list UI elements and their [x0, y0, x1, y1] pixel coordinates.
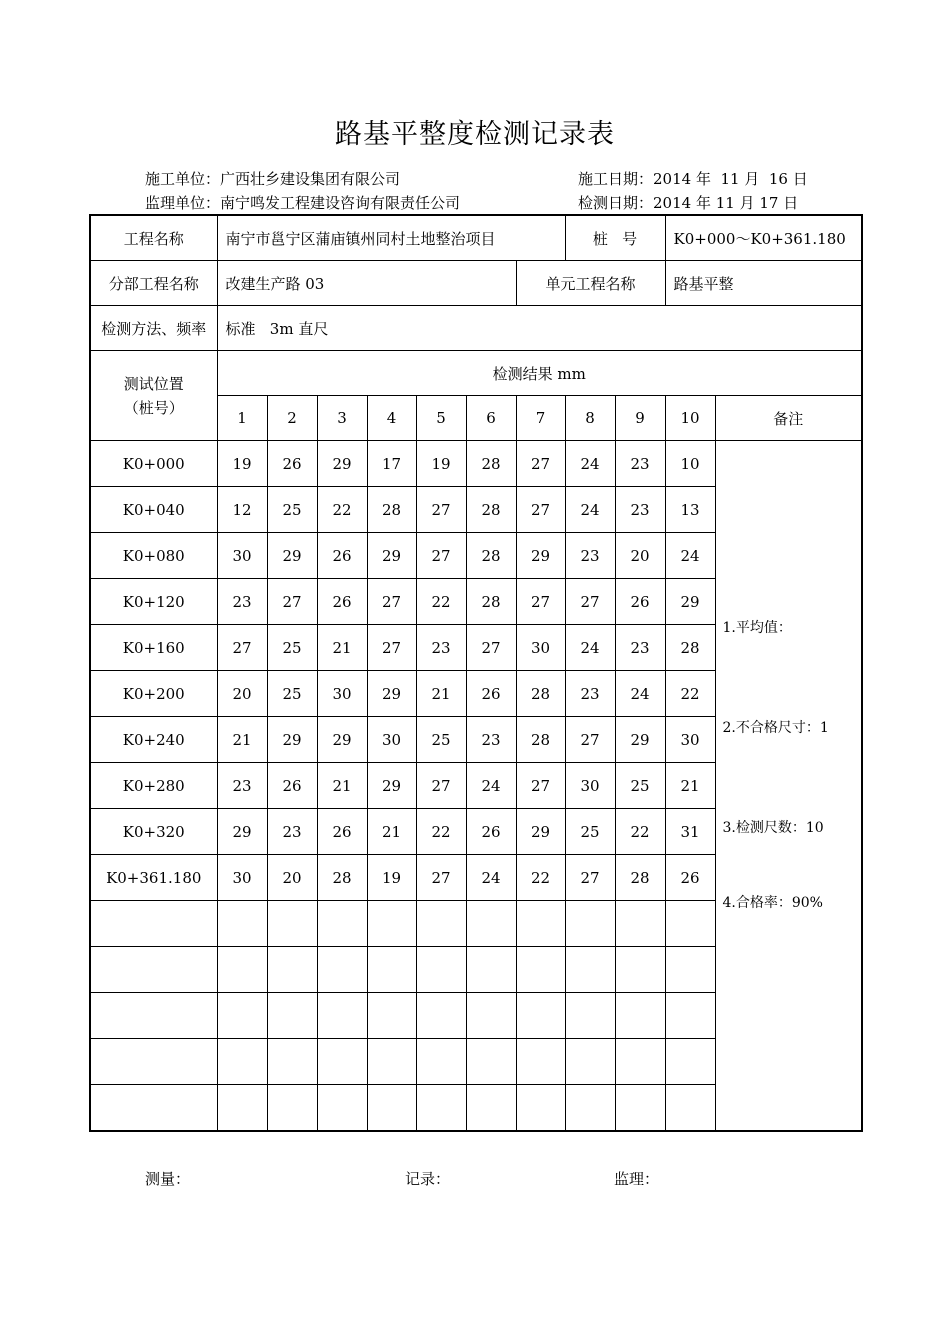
- value-cell: [466, 901, 516, 947]
- value-cell: [516, 993, 565, 1039]
- value-cell: 28: [516, 671, 565, 717]
- value-cell: 28: [466, 441, 516, 487]
- construction-date-line: [578, 168, 808, 189]
- value-cell: 23: [416, 625, 466, 671]
- value-cell: [565, 901, 615, 947]
- column-header: 6: [466, 396, 516, 441]
- station-label: 桩 号: [565, 215, 665, 261]
- value-cell: 27: [466, 625, 516, 671]
- value-cell: 26: [466, 809, 516, 855]
- value-cell: 29: [367, 533, 416, 579]
- value-cell: 21: [367, 809, 416, 855]
- station-cell: K0+000: [90, 441, 217, 487]
- value-cell: [267, 1039, 317, 1085]
- construction-date-label: 施工日期：: [578, 170, 654, 188]
- value-cell: [615, 901, 665, 947]
- supervise-sign: 监理：: [614, 1170, 660, 1188]
- column-header: 9: [615, 396, 665, 441]
- value-cell: 27: [217, 625, 267, 671]
- value-cell: 27: [416, 533, 466, 579]
- value-cell: [466, 947, 516, 993]
- value-cell: 27: [516, 487, 565, 533]
- value-cell: [665, 947, 715, 993]
- value-cell: 23: [565, 533, 615, 579]
- station-cell: K0+320: [90, 809, 217, 855]
- column-header: 2: [267, 396, 317, 441]
- value-cell: 29: [267, 717, 317, 763]
- value-cell: 21: [317, 625, 367, 671]
- value-cell: 28: [367, 487, 416, 533]
- value-cell: [416, 901, 466, 947]
- value-cell: 28: [665, 625, 715, 671]
- subproject-row: [90, 261, 862, 306]
- value-cell: 27: [565, 579, 615, 625]
- value-cell: 23: [565, 671, 615, 717]
- value-cell: [416, 947, 466, 993]
- inspection-date-line: [578, 192, 798, 213]
- remark-average: 1.平均值：: [722, 620, 792, 636]
- contractor-label: 施工单位：: [145, 170, 221, 188]
- value-cell: [615, 993, 665, 1039]
- value-cell: 23: [466, 717, 516, 763]
- value-cell: 24: [565, 487, 615, 533]
- value-cell: [367, 993, 416, 1039]
- column-header: 3: [317, 396, 367, 441]
- station-cell: [90, 993, 217, 1039]
- value-cell: 10: [665, 441, 715, 487]
- value-cell: 30: [516, 625, 565, 671]
- station-cell: K0+160: [90, 625, 217, 671]
- value-cell: 30: [367, 717, 416, 763]
- value-cell: 26: [267, 763, 317, 809]
- position-label: 测试位置: [123, 374, 184, 393]
- value-cell: 22: [317, 487, 367, 533]
- value-cell: [565, 1039, 615, 1085]
- value-cell: 21: [317, 763, 367, 809]
- value-cell: 28: [516, 717, 565, 763]
- value-cell: 22: [615, 809, 665, 855]
- value-cell: [466, 1085, 516, 1132]
- value-cell: 23: [217, 763, 267, 809]
- value-cell: [516, 901, 565, 947]
- value-cell: 29: [267, 533, 317, 579]
- value-cell: [217, 1085, 267, 1132]
- value-cell: [665, 993, 715, 1039]
- value-cell: 28: [317, 855, 367, 901]
- value-cell: 24: [565, 625, 615, 671]
- value-cell: 26: [317, 579, 367, 625]
- value-cell: [317, 947, 367, 993]
- value-cell: 24: [466, 763, 516, 809]
- value-cell: 27: [565, 855, 615, 901]
- value-cell: [367, 947, 416, 993]
- remarks-header: 备注: [715, 396, 862, 441]
- value-cell: [466, 993, 516, 1039]
- value-cell: [317, 901, 367, 947]
- station-cell: K0+120: [90, 579, 217, 625]
- contractor-value: 广西壮乡建设集团有限公司: [220, 170, 401, 188]
- value-cell: 22: [416, 809, 466, 855]
- value-cell: 13: [665, 487, 715, 533]
- value-cell: 23: [615, 625, 665, 671]
- value-cell: [267, 1085, 317, 1132]
- value-cell: 27: [267, 579, 317, 625]
- value-cell: [615, 1085, 665, 1132]
- value-cell: 26: [317, 533, 367, 579]
- remark-pass-rate: 4.合格率：90%: [722, 895, 823, 911]
- value-cell: 28: [466, 533, 516, 579]
- value-cell: 19: [217, 441, 267, 487]
- value-cell: 24: [466, 855, 516, 901]
- inspection-table: [89, 214, 863, 1132]
- value-cell: 26: [466, 671, 516, 717]
- construction-date-value: 2014 年 11 月 16 日: [653, 170, 808, 188]
- value-cell: 24: [665, 533, 715, 579]
- value-cell: [217, 947, 267, 993]
- column-header: 8: [565, 396, 615, 441]
- value-cell: 23: [267, 809, 317, 855]
- value-cell: 24: [615, 671, 665, 717]
- value-cell: 24: [565, 441, 615, 487]
- value-cell: 23: [217, 579, 267, 625]
- value-cell: 22: [416, 579, 466, 625]
- method-row: [90, 306, 862, 351]
- value-cell: 27: [516, 763, 565, 809]
- value-cell: [665, 1039, 715, 1085]
- value-cell: 25: [267, 487, 317, 533]
- value-cell: 29: [516, 533, 565, 579]
- value-cell: [665, 901, 715, 947]
- value-cell: 27: [516, 579, 565, 625]
- column-header: 10: [665, 396, 715, 441]
- project-row: [90, 215, 862, 261]
- value-cell: 30: [317, 671, 367, 717]
- value-cell: 23: [615, 441, 665, 487]
- inspection-date-value: 2014 年 11 月 17 日: [653, 194, 799, 212]
- value-cell: [217, 901, 267, 947]
- value-cell: [317, 1085, 367, 1132]
- value-cell: 21: [665, 763, 715, 809]
- value-cell: 29: [516, 809, 565, 855]
- value-cell: 29: [665, 579, 715, 625]
- remark-count: 3.检测尺数：10: [722, 820, 824, 836]
- value-cell: [565, 1085, 615, 1132]
- value-cell: [367, 1039, 416, 1085]
- value-cell: [516, 1039, 565, 1085]
- subproject-label: 分部工程名称: [90, 261, 217, 306]
- value-cell: 20: [267, 855, 317, 901]
- value-cell: 21: [217, 717, 267, 763]
- result-label: 检测结果 mm: [217, 351, 862, 396]
- value-cell: 28: [466, 579, 516, 625]
- value-cell: 27: [416, 763, 466, 809]
- value-cell: [317, 1039, 367, 1085]
- column-header: 7: [516, 396, 565, 441]
- value-cell: [367, 1085, 416, 1132]
- value-cell: 27: [516, 441, 565, 487]
- value-cell: 29: [317, 441, 367, 487]
- value-cell: 25: [267, 625, 317, 671]
- value-cell: 25: [615, 763, 665, 809]
- station-cell: K0+240: [90, 717, 217, 763]
- column-header: 1: [217, 396, 267, 441]
- value-cell: [367, 901, 416, 947]
- value-cell: 12: [217, 487, 267, 533]
- value-cell: 27: [416, 855, 466, 901]
- station-cell: [90, 901, 217, 947]
- value-cell: [516, 1085, 565, 1132]
- value-cell: 29: [615, 717, 665, 763]
- method-label: 检测方法、频率: [90, 306, 217, 351]
- column-header: 4: [367, 396, 416, 441]
- station-cell: [90, 947, 217, 993]
- station-cell: K0+280: [90, 763, 217, 809]
- value-cell: [615, 1039, 665, 1085]
- measure-sign: 测量：: [145, 1170, 191, 1188]
- value-cell: 28: [466, 487, 516, 533]
- value-cell: 27: [565, 717, 615, 763]
- unit-label: 单元工程名称: [516, 261, 665, 306]
- subproject-value: 改建生产路 03: [217, 261, 516, 306]
- value-cell: 27: [367, 579, 416, 625]
- value-cell: [267, 993, 317, 1039]
- value-cell: 20: [217, 671, 267, 717]
- value-cell: 21: [416, 671, 466, 717]
- station-cell: [90, 1039, 217, 1085]
- supervisor-line: [145, 192, 460, 213]
- value-cell: 25: [565, 809, 615, 855]
- value-cell: 20: [615, 533, 665, 579]
- value-cell: 27: [416, 487, 466, 533]
- project-value: 南宁市邕宁区蒲庙镇州同村土地整治项目: [217, 215, 565, 261]
- inspection-date-label: 检测日期：: [578, 194, 654, 212]
- value-cell: [565, 993, 615, 1039]
- value-cell: 19: [416, 441, 466, 487]
- station-cell: K0+361.180: [90, 855, 217, 901]
- station-cell: K0+200: [90, 671, 217, 717]
- value-cell: [317, 993, 367, 1039]
- supervisor-value: 南宁鸣发工程建设咨询有限责任公司: [220, 194, 461, 212]
- value-cell: [267, 947, 317, 993]
- station-cell: [90, 1085, 217, 1132]
- value-cell: [565, 947, 615, 993]
- value-cell: 23: [615, 487, 665, 533]
- value-cell: [416, 993, 466, 1039]
- value-cell: 22: [516, 855, 565, 901]
- station-cell: K0+040: [90, 487, 217, 533]
- value-cell: [217, 1039, 267, 1085]
- value-cell: 27: [367, 625, 416, 671]
- record-sign: 记录：: [405, 1170, 451, 1188]
- value-cell: 26: [615, 579, 665, 625]
- value-cell: 19: [367, 855, 416, 901]
- method-value: 标准 3m 直尺: [217, 306, 862, 351]
- results-header-row: [90, 351, 862, 396]
- value-cell: 28: [615, 855, 665, 901]
- value-cell: [665, 1085, 715, 1132]
- value-cell: [217, 993, 267, 1039]
- value-cell: 30: [217, 533, 267, 579]
- value-cell: 25: [416, 717, 466, 763]
- page-title: 路基平整度检测记录表: [335, 119, 615, 150]
- value-cell: 29: [367, 671, 416, 717]
- value-cell: [416, 1085, 466, 1132]
- value-cell: 26: [317, 809, 367, 855]
- station-cell: K0+080: [90, 533, 217, 579]
- value-cell: 29: [367, 763, 416, 809]
- remark-failed: 2.不合格尺寸：1: [722, 720, 829, 736]
- project-label: 工程名称: [90, 215, 217, 261]
- value-cell: 31: [665, 809, 715, 855]
- table-row: [90, 441, 862, 487]
- column-header: 5: [416, 396, 466, 441]
- position-header: [90, 351, 217, 441]
- value-cell: 22: [665, 671, 715, 717]
- value-cell: 30: [217, 855, 267, 901]
- supervisor-label: 监理单位：: [145, 194, 221, 212]
- value-cell: [615, 947, 665, 993]
- remarks-cell: [715, 441, 862, 1132]
- station-value: K0+000～K0+361.180: [665, 215, 862, 261]
- value-cell: [416, 1039, 466, 1085]
- value-cell: 30: [565, 763, 615, 809]
- value-cell: [267, 901, 317, 947]
- value-cell: 29: [217, 809, 267, 855]
- value-cell: 30: [665, 717, 715, 763]
- value-cell: 26: [267, 441, 317, 487]
- value-cell: [516, 947, 565, 993]
- contractor-line: [145, 168, 400, 189]
- value-cell: 17: [367, 441, 416, 487]
- position-sub: （桩号）: [123, 398, 184, 417]
- unit-value: 路基平整: [665, 261, 862, 306]
- value-cell: 29: [317, 717, 367, 763]
- value-cell: 25: [267, 671, 317, 717]
- value-cell: [466, 1039, 516, 1085]
- value-cell: 26: [665, 855, 715, 901]
